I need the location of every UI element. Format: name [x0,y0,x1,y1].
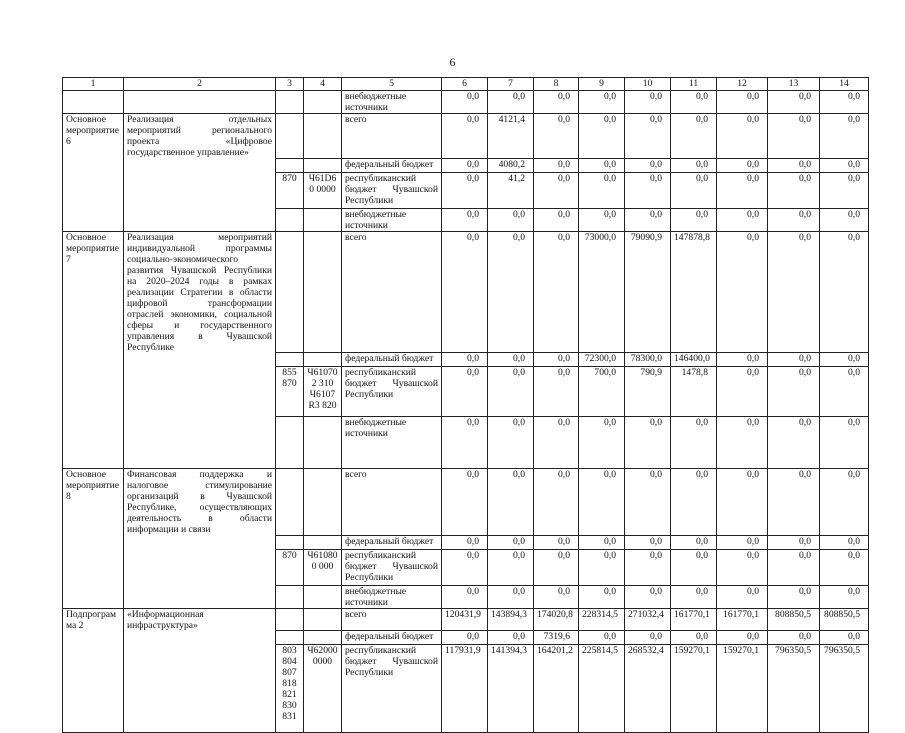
column-number: 3 [276,78,304,91]
funding-source-cell: всего [342,608,442,631]
value-cell: 0,0 [717,91,768,114]
value-cell: 0,0 [671,417,717,469]
value-cell: 4080,2 [488,158,534,172]
value-cell: 0,0 [717,585,768,608]
funding-source-cell: федеральный бюджет [342,158,442,172]
measure-title-cell: Реализация отдельных мероприятий регионального проекта «Цифровое государственное управление» [124,114,276,159]
column-number: 6 [442,78,488,91]
measure-name-cell: Подпрограмма 2 [63,608,124,631]
value-cell: 161770,1 [717,608,768,631]
value-cell: 796350,5 [768,645,820,733]
value-cell: 0,0 [442,114,488,159]
funding-source-cell: внебюджетные источники [342,208,442,231]
funding-source-cell: внебюджетные источники [342,91,442,114]
value-cell: 0,0 [534,231,579,353]
value-cell: 0,0 [534,535,579,549]
value-cell: 0,0 [625,114,671,159]
grbs-code-cell [276,417,304,469]
table-row [63,91,869,114]
column-number: 13 [768,78,820,91]
value-cell: 0,0 [442,208,488,231]
value-cell: 0,0 [717,158,768,172]
value-cell: 0,0 [671,631,717,645]
measure-title-cell [124,208,276,231]
table-row [63,608,869,631]
value-cell: 0,0 [717,172,768,208]
value-cell: 0,0 [442,353,488,367]
value-cell: 0,0 [768,469,820,536]
value-cell: 0,0 [671,549,717,585]
funding-source-cell: республиканский бюджет Чувашской Республики [342,645,442,733]
value-cell: 0,0 [671,114,717,159]
table-row [63,645,869,733]
grbs-code-cell [276,158,304,172]
target-article-code-cell [304,114,342,159]
value-cell: 78300,0 [625,353,671,367]
measure-name-cell: Основное мероприятие 7 [63,231,124,353]
value-cell: 0,0 [768,367,820,417]
grbs-code-cell: 870 [276,549,304,585]
table-row [63,631,869,645]
value-cell: 0,0 [717,549,768,585]
value-cell: 0,0 [442,631,488,645]
column-number: 14 [820,78,869,91]
target-article-code-cell [304,158,342,172]
value-cell: 0,0 [717,631,768,645]
measure-title-cell [124,535,276,549]
column-number: 1 [63,78,124,91]
value-cell: 0,0 [768,172,820,208]
value-cell: 790,9 [625,367,671,417]
budget-table [62,77,869,733]
value-cell: 0,0 [820,208,869,231]
grbs-code-cell: 803 804 807 818 821 830 831 [276,645,304,733]
value-cell: 0,0 [488,549,534,585]
grbs-code-cell [276,353,304,367]
value-cell: 0,0 [820,91,869,114]
value-cell: 0,0 [625,417,671,469]
value-cell: 0,0 [625,172,671,208]
value-cell: 0,0 [534,549,579,585]
grbs-code-cell [276,469,304,536]
measure-name-cell [63,645,124,733]
value-cell: 0,0 [768,417,820,469]
value-cell: 0,0 [820,231,869,353]
value-cell: 174020,8 [534,608,579,631]
column-number: 7 [488,78,534,91]
value-cell: 0,0 [488,469,534,536]
value-cell: 0,0 [717,469,768,536]
value-cell: 0,0 [820,417,869,469]
measure-name-cell: Основное мероприятие 6 [63,114,124,159]
measure-name-cell [63,585,124,608]
value-cell: 0,0 [488,585,534,608]
funding-source-cell: республиканский бюджет Чувашской Республики [342,549,442,585]
value-cell: 808850,5 [768,608,820,631]
target-article-code-cell: Ч610800 000 [304,549,342,585]
value-cell: 0,0 [820,631,869,645]
value-cell: 159270,1 [717,645,768,733]
value-cell: 0,0 [717,417,768,469]
value-cell: 0,0 [534,158,579,172]
measure-title-cell [124,367,276,417]
measure-title-cell [124,158,276,172]
measure-name-cell [63,549,124,585]
value-cell: 0,0 [820,114,869,159]
value-cell: 0,0 [671,535,717,549]
target-article-code-cell [304,91,342,114]
value-cell: 0,0 [534,417,579,469]
value-cell: 0,0 [768,114,820,159]
value-cell: 0,0 [534,353,579,367]
value-cell: 0,0 [579,172,625,208]
value-cell: 117931,9 [442,645,488,733]
value-cell: 0,0 [442,535,488,549]
value-cell: 0,0 [579,549,625,585]
value-cell: 0,0 [488,631,534,645]
value-cell: 0,0 [820,353,869,367]
value-cell: 0,0 [820,535,869,549]
value-cell: 141394,3 [488,645,534,733]
value-cell: 0,0 [717,231,768,353]
table-row [63,208,869,231]
page-number: 6 [449,55,456,69]
value-cell: 0,0 [768,631,820,645]
value-cell: 0,0 [488,535,534,549]
measure-name-cell [63,172,124,208]
measure-title-cell [124,417,276,469]
value-cell: 0,0 [671,172,717,208]
value-cell: 0,0 [534,91,579,114]
measure-title-cell [124,585,276,608]
table-row [63,585,869,608]
value-cell: 41,2 [488,172,534,208]
grbs-code-cell [276,631,304,645]
value-cell: 0,0 [579,114,625,159]
table-row [63,367,869,417]
value-cell: 79090,9 [625,231,671,353]
value-cell: 0,0 [579,158,625,172]
target-article-code-cell [304,353,342,367]
target-article-code-cell [304,535,342,549]
target-article-code-cell: Ч61D60 0000 [304,172,342,208]
column-number: 2 [124,78,276,91]
value-cell: 0,0 [442,417,488,469]
value-cell: 0,0 [534,172,579,208]
column-number: 4 [304,78,342,91]
funding-source-cell: федеральный бюджет [342,535,442,549]
table-row [63,469,869,536]
value-cell: 228314,5 [579,608,625,631]
table-row [63,353,869,367]
measure-name-cell [63,158,124,172]
column-number: 8 [534,78,579,91]
measure-title-cell [124,172,276,208]
value-cell: 1478,8 [671,367,717,417]
value-cell: 4121,4 [488,114,534,159]
measure-title-cell: «Информационная инфраструктура» [124,608,276,631]
value-cell: 0,0 [768,535,820,549]
value-cell: 0,0 [768,231,820,353]
target-article-code-cell [304,469,342,536]
funding-source-cell: всего [342,469,442,536]
table-row [63,231,869,353]
value-cell: 0,0 [625,158,671,172]
value-cell: 0,0 [534,114,579,159]
value-cell: 0,0 [625,208,671,231]
value-cell: 808850,5 [820,608,869,631]
target-article-code-cell: Ч610702 310 Ч6107R3 820 [304,367,342,417]
value-cell: 0,0 [442,469,488,536]
value-cell: 143894,3 [488,608,534,631]
measure-title-cell [124,353,276,367]
value-cell: 0,0 [579,535,625,549]
value-cell: 0,0 [534,208,579,231]
funding-source-cell: всего [342,231,442,353]
funding-source-cell: внебюджетные источники [342,417,442,469]
value-cell: 120431,9 [442,608,488,631]
measure-title-cell [124,645,276,733]
value-cell: 0,0 [768,585,820,608]
value-cell: 161770,1 [671,608,717,631]
target-article-code-cell [304,417,342,469]
measure-name-cell [63,91,124,114]
value-cell: 0,0 [625,91,671,114]
column-number: 5 [342,78,442,91]
value-cell: 0,0 [820,549,869,585]
value-cell: 72300,0 [579,353,625,367]
measure-title-cell [124,91,276,114]
value-cell: 0,0 [442,91,488,114]
value-cell: 225814,5 [579,645,625,733]
value-cell: 0,0 [442,367,488,417]
value-cell: 7319,6 [534,631,579,645]
value-cell: 0,0 [534,469,579,536]
target-article-code-cell [304,608,342,631]
value-cell: 164201,2 [534,645,579,733]
value-cell: 0,0 [820,172,869,208]
target-article-code-cell [304,208,342,231]
grbs-code-cell [276,608,304,631]
value-cell: 0,0 [488,91,534,114]
column-number: 12 [717,78,768,91]
measure-title-cell [124,549,276,585]
value-cell: 146400,0 [671,353,717,367]
value-cell: 0,0 [768,549,820,585]
value-cell: 0,0 [671,585,717,608]
funding-source-cell: всего [342,114,442,159]
value-cell: 0,0 [625,585,671,608]
grbs-code-cell: 855 870 [276,367,304,417]
value-cell: 0,0 [717,114,768,159]
value-cell: 0,0 [442,172,488,208]
value-cell: 0,0 [442,549,488,585]
value-cell: 0,0 [579,469,625,536]
value-cell: 0,0 [442,158,488,172]
grbs-code-cell: 870 [276,172,304,208]
value-cell: 0,0 [717,535,768,549]
measure-name-cell [63,417,124,469]
column-number-row [63,78,869,91]
measure-title-cell: Реализация мероприятий индивидуальной программы социально-экономического развития Чувашской Республики на 2020–2024 годы в рамках реализации Стратегии в области цифровой трансформации отраслей экономики, социальной сферы и государственного управления в Чувашской Республике [124,231,276,353]
grbs-code-cell [276,91,304,114]
value-cell: 0,0 [820,158,869,172]
value-cell: 0,0 [442,585,488,608]
table-row [63,535,869,549]
measure-name-cell [63,353,124,367]
grbs-code-cell [276,535,304,549]
column-number: 9 [579,78,625,91]
value-cell: 700,0 [579,367,625,417]
value-cell: 0,0 [579,585,625,608]
measure-title-cell [124,631,276,645]
measure-name-cell [63,535,124,549]
grbs-code-cell [276,114,304,159]
value-cell: 271032,4 [625,608,671,631]
table-row [63,417,869,469]
value-cell: 0,0 [820,367,869,417]
value-cell: 0,0 [625,549,671,585]
grbs-code-cell [276,585,304,608]
funding-source-cell: федеральный бюджет [342,631,442,645]
measure-title-cell: Финансовая поддержка и налоговое стимулирование организаций в Чувашской Республике, осуществляющих деятельность в области информации и связи [124,469,276,536]
value-cell: 0,0 [579,91,625,114]
value-cell: 0,0 [488,231,534,353]
value-cell: 0,0 [488,417,534,469]
value-cell: 0,0 [820,469,869,536]
value-cell: 0,0 [534,367,579,417]
value-cell: 147878,8 [671,231,717,353]
value-cell: 0,0 [768,208,820,231]
value-cell: 0,0 [488,208,534,231]
measure-name-cell [63,208,124,231]
value-cell: 796350,5 [820,645,869,733]
value-cell: 0,0 [768,91,820,114]
value-cell: 0,0 [671,91,717,114]
column-number: 10 [625,78,671,91]
value-cell: 0,0 [625,631,671,645]
value-cell: 0,0 [768,158,820,172]
value-cell: 0,0 [579,417,625,469]
value-cell: 0,0 [625,535,671,549]
value-cell: 0,0 [820,585,869,608]
value-cell: 0,0 [488,353,534,367]
value-cell: 0,0 [717,367,768,417]
value-cell: 0,0 [671,158,717,172]
value-cell: 0,0 [717,353,768,367]
value-cell: 0,0 [717,208,768,231]
funding-source-cell: федеральный бюджет [342,353,442,367]
value-cell: 0,0 [671,469,717,536]
value-cell: 0,0 [534,585,579,608]
value-cell: 159270,1 [671,645,717,733]
table-row [63,549,869,585]
target-article-code-cell [304,231,342,353]
measure-name-cell [63,631,124,645]
target-article-code-cell [304,631,342,645]
value-cell: 0,0 [625,469,671,536]
value-cell: 0,0 [768,353,820,367]
grbs-code-cell [276,231,304,353]
target-article-code-cell: Ч62000 0000 [304,645,342,733]
table-row [63,114,869,159]
target-article-code-cell [304,585,342,608]
funding-source-cell: республиканский бюджет Чувашской Республики [342,172,442,208]
table-row [63,158,869,172]
value-cell: 0,0 [579,208,625,231]
value-cell: 0,0 [671,208,717,231]
value-cell: 0,0 [442,231,488,353]
value-cell: 73000,0 [579,231,625,353]
funding-source-cell: внебюджетные источники [342,585,442,608]
column-number: 11 [671,78,717,91]
measure-name-cell: Основное мероприятие 8 [63,469,124,536]
value-cell: 0,0 [488,367,534,417]
value-cell: 0,0 [579,631,625,645]
grbs-code-cell [276,208,304,231]
value-cell: 268532,4 [625,645,671,733]
funding-source-cell: республиканский бюджет Чувашской Республики [342,367,442,417]
measure-name-cell [63,367,124,417]
table-row [63,172,869,208]
